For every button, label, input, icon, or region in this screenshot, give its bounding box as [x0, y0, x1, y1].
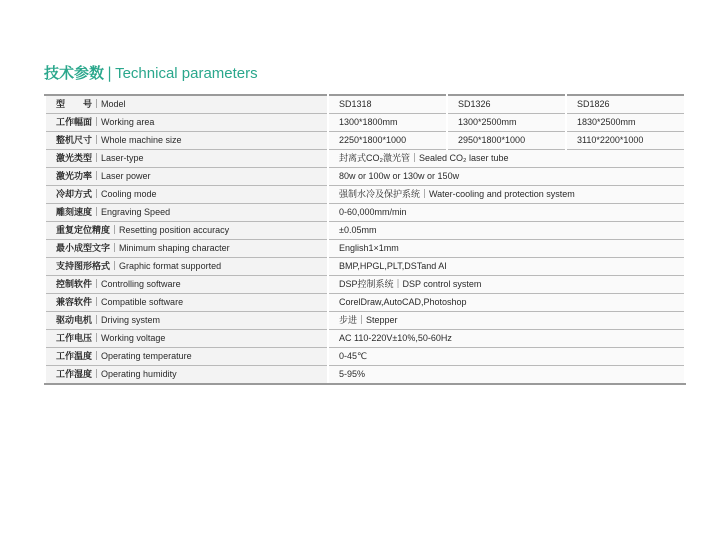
row-value: [328, 240, 685, 258]
row-value-text: 1300*2500mm: [458, 117, 517, 127]
title-english: Technical parameters: [115, 65, 258, 82]
row-label: [45, 114, 328, 132]
row-label: [45, 186, 328, 204]
row-label: [45, 348, 328, 366]
row-label: [45, 330, 328, 348]
row-value-text: English1×1mm: [339, 243, 399, 253]
row-label-chinese: 支持图形格式: [56, 262, 111, 272]
table-row: [45, 276, 685, 294]
row-value: [328, 186, 685, 204]
row-label: [45, 294, 328, 312]
row-label: [45, 276, 328, 294]
row-label-english: Minimum shaping character: [119, 243, 230, 253]
row-label-chinese: 激光类型: [56, 154, 93, 164]
row-label-chinese: 工作湿度: [56, 370, 93, 380]
row-label-chinese: 工作温度: [56, 352, 93, 362]
row-value-text: 1830*2500mm: [577, 117, 636, 127]
row-value-text: 封离式CO₂激光管｜Sealed CO₂ laser tube: [339, 153, 509, 163]
table-row: [45, 240, 685, 258]
row-label-chinese: 整机尺寸: [56, 136, 93, 146]
row-label-chinese: 工作电压: [56, 334, 93, 344]
row-value: [447, 114, 566, 132]
row-value: [328, 222, 685, 240]
row-label: [45, 366, 328, 385]
row-value: [328, 150, 685, 168]
row-label: [45, 312, 328, 330]
row-label-chinese: 兼容软件: [56, 298, 93, 308]
row-value: [328, 276, 685, 294]
row-label: [45, 95, 328, 114]
row-value: [328, 114, 447, 132]
row-value-text: CorelDraw,AutoCAD,Photoshop: [339, 297, 467, 307]
row-value-text: 2250*1800*1000: [339, 135, 407, 145]
row-label-chinese: 重复定位精度: [56, 226, 111, 236]
row-value-text: 80w or 100w or 130w or 150w: [339, 171, 460, 181]
row-label-english: Engraving Speed: [101, 207, 171, 217]
row-label-chinese: 型 号: [56, 100, 93, 110]
row-value: [566, 132, 685, 150]
row-value: [328, 168, 685, 186]
row-value-text: AC 110-220V±10%,50-60Hz: [339, 333, 452, 343]
row-label-separator: ｜: [92, 208, 102, 218]
row-label-chinese: 最小成型文字: [56, 244, 111, 254]
row-label: [45, 222, 328, 240]
row-label-separator: ｜: [92, 136, 102, 146]
row-value: [447, 132, 566, 150]
row-value-text: SD1326: [458, 99, 491, 109]
row-value-text: 0-45℃: [339, 351, 368, 361]
row-value-text: SD1318: [339, 99, 372, 109]
row-label-english: Model: [101, 99, 126, 109]
row-label-chinese: 雕刻速度: [56, 208, 93, 218]
table-row: [45, 186, 685, 204]
row-label-separator: ｜: [92, 316, 102, 326]
row-label-chinese: 工作幅面: [56, 118, 93, 128]
row-value: [328, 204, 685, 222]
table-row: [45, 95, 685, 114]
row-label: [45, 240, 328, 258]
row-value-text: DSP控制系统｜DSP control system: [339, 279, 482, 289]
row-label-english: Operating humidity: [101, 369, 177, 379]
row-value-text: 5-95%: [339, 369, 366, 379]
row-label-separator: ｜: [92, 100, 102, 110]
table-row: [45, 168, 685, 186]
row-label-english: Working voltage: [101, 333, 166, 343]
row-value: [566, 95, 685, 114]
row-label-english: Cooling mode: [101, 189, 157, 199]
table-row: [45, 222, 685, 240]
title-separator: |: [107, 64, 113, 82]
table-row: [45, 348, 685, 366]
row-label-separator: ｜: [110, 226, 120, 236]
row-value: [447, 95, 566, 114]
row-label-chinese: 控制软件: [56, 280, 93, 290]
table-body: [45, 95, 685, 384]
row-label-separator: ｜: [92, 334, 102, 344]
title-chinese: 技术参数: [44, 64, 105, 82]
row-value: [328, 95, 447, 114]
row-value: [328, 132, 447, 150]
row-value-text: 步进｜Stepper: [339, 315, 398, 325]
row-label-separator: ｜: [110, 262, 120, 272]
technical-parameters-table: [44, 94, 686, 385]
row-label-chinese: 驱动电机: [56, 316, 93, 326]
row-label-english: Driving system: [101, 315, 161, 325]
row-label-english: Operating temperature: [101, 351, 192, 361]
row-value-text: SD1826: [577, 99, 610, 109]
row-value: [328, 366, 685, 385]
table-row: [45, 258, 685, 276]
table-row: [45, 114, 685, 132]
table-row: [45, 330, 685, 348]
row-label-separator: ｜: [92, 370, 102, 380]
row-label-english: Resetting position accuracy: [119, 225, 230, 235]
row-value: [566, 114, 685, 132]
row-value: [328, 258, 685, 276]
row-label-separator: ｜: [92, 280, 102, 290]
row-label-chinese: 激光功率: [56, 172, 93, 182]
row-label-separator: ｜: [92, 190, 102, 200]
row-label-english: Controlling software: [101, 279, 181, 289]
row-label: [45, 258, 328, 276]
row-value-text: 0-60,000mm/min: [339, 207, 407, 217]
row-label-separator: ｜: [92, 154, 102, 164]
row-label-separator: ｜: [92, 172, 102, 182]
row-value-text: 强制水冷及保护系统｜Water-cooling and protection system: [339, 189, 575, 199]
row-label-english: Graphic format supported: [119, 261, 222, 271]
row-label-separator: ｜: [92, 352, 102, 362]
row-label-english: Working area: [101, 117, 155, 127]
table-row: [45, 312, 685, 330]
row-label-separator: ｜: [92, 118, 102, 128]
row-value-text: 2950*1800*1000: [458, 135, 526, 145]
row-label-english: Laser-type: [101, 153, 144, 163]
table-row: [45, 366, 685, 385]
row-label: [45, 132, 328, 150]
table-row: [45, 132, 685, 150]
row-value: [328, 348, 685, 366]
row-value-text: 1300*1800mm: [339, 117, 398, 127]
row-label: [45, 150, 328, 168]
row-label-english: Whole machine size: [101, 135, 182, 145]
row-label: [45, 168, 328, 186]
row-label-english: Laser power: [101, 171, 151, 181]
table-row: [45, 150, 685, 168]
row-label-separator: ｜: [92, 298, 102, 308]
row-label-chinese: 冷却方式: [56, 190, 93, 200]
row-label-separator: ｜: [110, 244, 120, 254]
row-value: [328, 294, 685, 312]
row-label: [45, 204, 328, 222]
row-value-text: BMP,HPGL,PLT,DSTand AI: [339, 261, 447, 271]
row-label-english: Compatible software: [101, 297, 184, 307]
table-row: [45, 294, 685, 312]
page-title: [44, 62, 258, 84]
table-row: [45, 204, 685, 222]
row-value-text: 3110*2200*1000: [577, 135, 644, 145]
row-value-text: ±0.05mm: [339, 225, 377, 235]
row-value: [328, 330, 685, 348]
row-value: [328, 312, 685, 330]
